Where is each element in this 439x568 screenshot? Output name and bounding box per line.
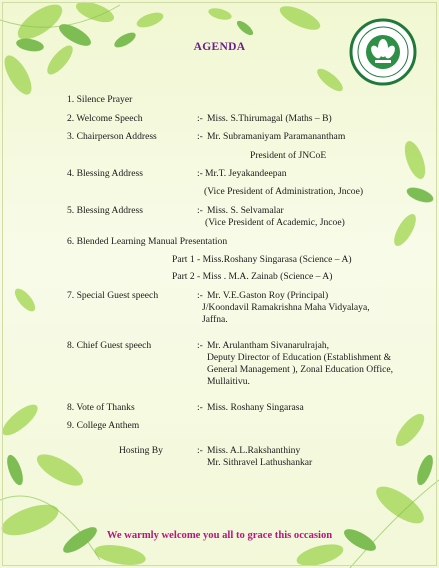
item-chief-guest-speech: 8. Chief Guest speech xyxy=(67,340,152,351)
separator: :- xyxy=(197,290,203,301)
separator: :- xyxy=(197,205,203,216)
vote-of-thanks-speaker: Miss. Roshany Singarasa xyxy=(207,402,304,413)
item-blended-learning: 6. Blended Learning Manual Presentation xyxy=(67,236,228,247)
item-silence-prayer: 1. Silence Prayer xyxy=(67,94,133,105)
host-1: Miss. A.L.Rakshanthiny xyxy=(207,445,301,456)
chief-guest-location: Mullaitivu. xyxy=(207,376,250,387)
item-chairperson-address: 3. Chairperson Address xyxy=(67,131,157,142)
item-welcome-speech: 2. Welcome Speech xyxy=(67,113,143,124)
item-college-anthem: 9. College Anthem xyxy=(67,420,140,431)
item-blessing-address-1: 4. Blessing Address xyxy=(67,168,143,179)
separator: :- xyxy=(197,131,203,142)
separator: :- xyxy=(197,402,203,413)
blessing2-speaker: Miss. S. Selvamalar xyxy=(207,205,284,216)
separator: :- xyxy=(197,168,203,179)
blessing1-role: (Vice President of Administration, Jncoe) xyxy=(204,186,364,197)
item-vote-of-thanks: 8. Vote of Thanks xyxy=(67,402,135,413)
chairperson-title: President of JNCoE xyxy=(250,150,327,161)
hosting-label: Hosting By xyxy=(119,445,163,456)
chairperson-name: Mr. Subramaniyam Paramanantham xyxy=(207,131,346,142)
separator: :- xyxy=(197,445,203,456)
page-border xyxy=(2,2,437,566)
welcome-speech-speaker: Miss. S.Thirumagal (Maths – B) xyxy=(207,113,332,124)
special-guest-school: J/Koondavil Ramakrishna Maha Vidyalaya, xyxy=(202,302,370,313)
special-guest-city: Jaffna. xyxy=(202,314,228,325)
welcome-message: We warmly welcome you all to grace this occasion xyxy=(106,530,333,541)
chief-guest-name: Mr. Arulantham Sivanarulrajah, xyxy=(207,340,330,351)
host-2: Mr. Sithravel Lathushankar xyxy=(207,457,313,468)
blessing2-role: (Vice President of Academic, Jncoe) xyxy=(205,217,345,228)
chief-guest-role-1: Deputy Director of Education (Establishment & xyxy=(207,352,392,363)
agenda-title: AGENDA xyxy=(193,41,246,53)
separator: :- xyxy=(197,113,203,124)
separator: :- xyxy=(197,340,203,351)
blessing1-speaker: Mr.T. Jeyakandeepan xyxy=(205,168,287,179)
chief-guest-role-2: General Management ), Zonal Education Office, xyxy=(207,364,394,375)
item-blessing-address-2: 5. Blessing Address xyxy=(67,205,143,216)
special-guest-name: Mr. V.E.Gaston Roy (Principal) xyxy=(207,290,329,301)
blended-part-1: Part 1 - Miss.Roshany Singarasa (Science – A) xyxy=(172,254,352,265)
blended-part-2: Part 2 - Miss . M.A. Zainab (Science – A) xyxy=(172,271,333,282)
item-special-guest-speech: 7. Special Guest speech xyxy=(67,290,159,301)
